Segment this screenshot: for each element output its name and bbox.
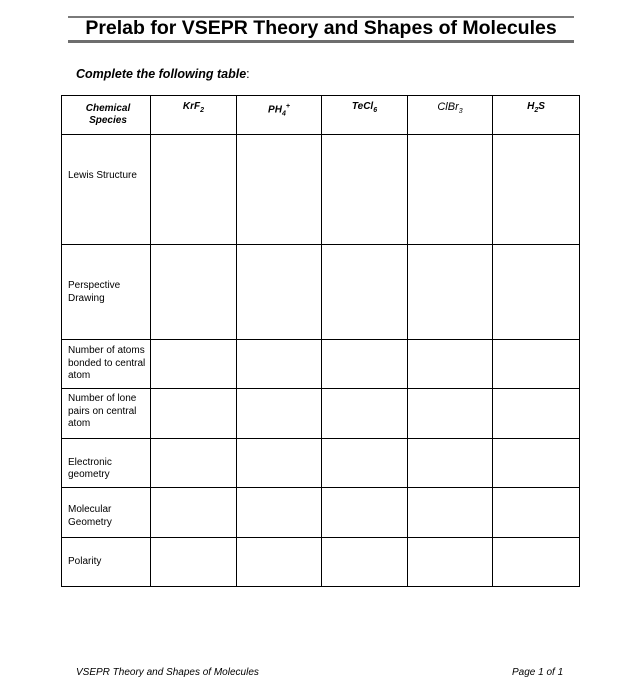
page-title: Prelab for VSEPR Theory and Shapes of Molecules <box>85 17 557 39</box>
instruction-text <box>76 67 250 81</box>
answer-cell[interactable] <box>408 135 493 245</box>
answer-cell[interactable] <box>151 439 237 488</box>
vsepr-table <box>61 95 580 587</box>
row-molecular-geometry <box>62 488 580 538</box>
answer-cell[interactable] <box>408 538 493 587</box>
answer-cell[interactable] <box>408 389 493 439</box>
row-atoms-bonded <box>62 340 580 389</box>
answer-cell[interactable] <box>237 135 322 245</box>
answer-cell[interactable] <box>408 488 493 538</box>
row-label-polarity: Polarity <box>62 538 151 587</box>
answer-cell[interactable] <box>322 340 408 389</box>
answer-cell[interactable] <box>237 340 322 389</box>
species-header-h2s <box>493 96 580 135</box>
species-superscript: + <box>285 103 290 110</box>
species-header-ph4 <box>237 96 322 135</box>
row-lewis-structure <box>62 135 580 245</box>
answer-cell[interactable] <box>493 488 580 538</box>
answer-cell[interactable] <box>493 135 580 245</box>
answer-cell[interactable] <box>493 340 580 389</box>
row-label-atoms-bonded: Number of atoms bonded to central atom <box>62 340 151 389</box>
answer-cell[interactable] <box>237 245 322 340</box>
species-header-krf2 <box>151 96 237 135</box>
row-lone-pairs <box>62 389 580 439</box>
species-subscript: 6 <box>373 107 378 114</box>
title-bottom-rule <box>68 40 574 43</box>
footer-page-number: Page 1 of 1 <box>512 667 564 678</box>
species-subscript: 2 <box>534 107 539 114</box>
answer-cell[interactable] <box>493 538 580 587</box>
answer-cell[interactable] <box>493 245 580 340</box>
answer-cell[interactable] <box>322 439 408 488</box>
answer-cell[interactable] <box>322 389 408 439</box>
answer-cell[interactable] <box>237 538 322 587</box>
answer-cell[interactable] <box>493 389 580 439</box>
answer-cell[interactable] <box>408 439 493 488</box>
row-electronic-geometry <box>62 439 580 488</box>
row-polarity <box>62 538 580 587</box>
answer-cell[interactable] <box>237 439 322 488</box>
species-header-clbr3 <box>408 96 493 135</box>
species-base: TeCl <box>351 101 374 112</box>
row-label-lone-pairs: Number of lone pairs on central atom <box>62 389 151 439</box>
species-base: ClBr <box>437 101 459 113</box>
answer-cell[interactable] <box>151 245 237 340</box>
answer-cell[interactable] <box>493 439 580 488</box>
answer-cell[interactable] <box>322 538 408 587</box>
species-base: H <box>527 101 535 112</box>
answer-cell[interactable] <box>322 135 408 245</box>
answer-cell[interactable] <box>237 389 322 439</box>
answer-cell[interactable] <box>408 340 493 389</box>
row-label-lewis-structure: Lewis Structure <box>62 135 151 245</box>
answer-cell[interactable] <box>151 488 237 538</box>
answer-cell[interactable] <box>237 488 322 538</box>
row-perspective-drawing <box>62 245 580 340</box>
species-base: PH <box>268 104 282 116</box>
species-tail: S <box>538 101 545 112</box>
answer-cell[interactable] <box>151 538 237 587</box>
row-label-electronic-geometry: Electronic geometry <box>62 439 151 488</box>
instruction-label: Complete the following table <box>76 67 247 81</box>
corner-header-chemical-species: Chemical Species <box>62 96 151 135</box>
species-base: KrF <box>182 101 201 112</box>
species-subscript: 2 <box>200 107 205 114</box>
species-subscript: 4 <box>281 110 286 118</box>
instruction-colon: : <box>246 67 250 81</box>
footer-document-title: VSEPR Theory and Shapes of Molecules <box>76 667 259 678</box>
answer-cell[interactable] <box>322 488 408 538</box>
species-subscript: 3 <box>458 108 463 116</box>
answer-cell[interactable] <box>408 245 493 340</box>
row-label-molecular-geometry: Molecular Geometry <box>62 488 151 538</box>
species-header-tecl6 <box>322 96 408 135</box>
header-row <box>62 96 580 135</box>
answer-cell[interactable] <box>151 389 237 439</box>
row-label-perspective-drawing: Perspective Drawing <box>62 245 151 340</box>
answer-cell[interactable] <box>322 245 408 340</box>
answer-cell[interactable] <box>151 340 237 389</box>
answer-cell[interactable] <box>151 135 237 245</box>
